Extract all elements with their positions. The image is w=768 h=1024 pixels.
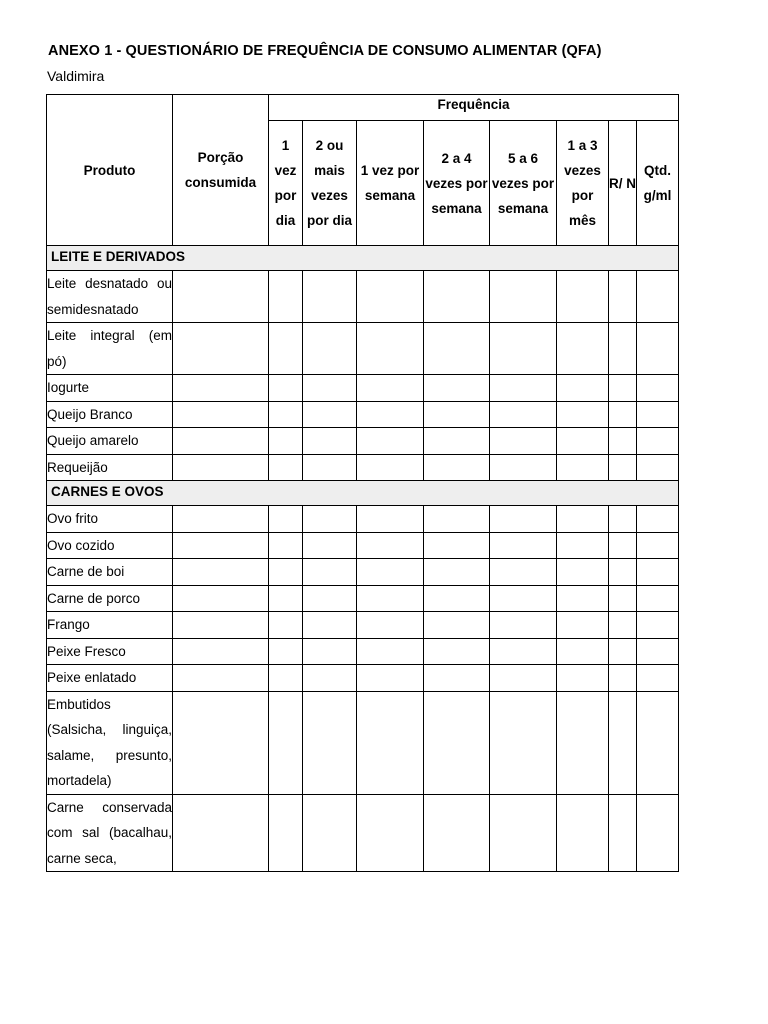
frequency-input-cell[interactable] bbox=[269, 454, 303, 481]
table-row bbox=[47, 612, 679, 639]
frequency-input-cell[interactable] bbox=[557, 506, 609, 533]
frequency-input-cell[interactable] bbox=[424, 428, 490, 455]
table-row bbox=[47, 375, 679, 402]
frequency-input-cell[interactable] bbox=[490, 323, 557, 375]
frequency-input-cell[interactable] bbox=[490, 375, 557, 402]
frequency-input-cell[interactable] bbox=[490, 638, 557, 665]
frequency-input-cell[interactable] bbox=[609, 323, 637, 375]
frequency-input-cell[interactable] bbox=[424, 401, 490, 428]
freq-col-header: R/ N bbox=[609, 121, 637, 246]
frequency-input-cell[interactable] bbox=[424, 532, 490, 559]
frequency-input-cell[interactable] bbox=[424, 585, 490, 612]
col-header-produto: Produto bbox=[47, 95, 173, 246]
frequency-input-cell[interactable] bbox=[357, 612, 424, 639]
product-cell: Ovo frito bbox=[47, 506, 173, 533]
freq-col-header: 5 a 6 vezes por semana bbox=[490, 121, 557, 246]
frequency-input-cell[interactable] bbox=[637, 401, 679, 428]
product-cell: Embutidos (Salsicha, linguiça, salame, presunto, mortadela) bbox=[47, 691, 173, 794]
portion-input-cell[interactable] bbox=[173, 585, 269, 612]
portion-input-cell[interactable] bbox=[173, 638, 269, 665]
product-cell: Iogurte bbox=[47, 375, 173, 402]
frequency-input-cell[interactable] bbox=[269, 691, 303, 794]
frequency-input-cell[interactable] bbox=[490, 794, 557, 872]
section-row bbox=[47, 246, 679, 271]
table-row bbox=[47, 794, 679, 872]
frequency-input-cell[interactable] bbox=[303, 323, 357, 375]
freq-col-header: Qtd. g/ml bbox=[637, 121, 679, 246]
frequency-input-cell[interactable] bbox=[269, 585, 303, 612]
frequency-input-cell[interactable] bbox=[357, 506, 424, 533]
portion-input-cell[interactable] bbox=[173, 271, 269, 323]
frequency-input-cell[interactable] bbox=[609, 375, 637, 402]
frequency-input-cell[interactable] bbox=[609, 794, 637, 872]
frequency-input-cell[interactable] bbox=[490, 559, 557, 586]
product-cell: Carne de porco bbox=[47, 585, 173, 612]
section-row bbox=[47, 481, 679, 506]
frequency-input-cell[interactable] bbox=[269, 323, 303, 375]
frequency-input-cell[interactable] bbox=[357, 428, 424, 455]
col-header-frequencia: Frequência bbox=[269, 95, 679, 121]
frequency-input-cell[interactable] bbox=[637, 506, 679, 533]
frequency-input-cell[interactable] bbox=[303, 638, 357, 665]
product-cell: Ovo cozido bbox=[47, 532, 173, 559]
frequency-input-cell[interactable] bbox=[557, 401, 609, 428]
frequency-input-cell[interactable] bbox=[637, 532, 679, 559]
portion-input-cell[interactable] bbox=[173, 454, 269, 481]
frequency-input-cell[interactable] bbox=[490, 271, 557, 323]
frequency-input-cell[interactable] bbox=[557, 665, 609, 692]
frequency-input-cell[interactable] bbox=[269, 532, 303, 559]
frequency-input-cell[interactable] bbox=[269, 794, 303, 872]
freq-col-header: 1 vez por dia bbox=[269, 121, 303, 246]
frequency-input-cell[interactable] bbox=[303, 691, 357, 794]
freq-col-header: 1 vez por semana bbox=[357, 121, 424, 246]
section-title: LEITE E DERIVADOS bbox=[47, 246, 679, 271]
frequency-input-cell[interactable] bbox=[424, 375, 490, 402]
table-row bbox=[47, 559, 679, 586]
frequency-input-cell[interactable] bbox=[609, 638, 637, 665]
frequency-input-cell[interactable] bbox=[357, 638, 424, 665]
table-row bbox=[47, 323, 679, 375]
frequency-input-cell[interactable] bbox=[557, 638, 609, 665]
table-row bbox=[47, 665, 679, 692]
frequency-input-cell[interactable] bbox=[303, 665, 357, 692]
frequency-input-cell[interactable] bbox=[637, 612, 679, 639]
frequency-input-cell[interactable] bbox=[357, 454, 424, 481]
product-cell: Carne de boi bbox=[47, 559, 173, 586]
portion-input-cell[interactable] bbox=[173, 506, 269, 533]
frequency-input-cell[interactable] bbox=[609, 612, 637, 639]
product-cell: Queijo amarelo bbox=[47, 428, 173, 455]
product-cell: Peixe Fresco bbox=[47, 638, 173, 665]
frequency-input-cell[interactable] bbox=[609, 454, 637, 481]
frequency-input-cell[interactable] bbox=[490, 454, 557, 481]
frequency-input-cell[interactable] bbox=[357, 323, 424, 375]
frequency-input-cell[interactable] bbox=[490, 691, 557, 794]
frequency-input-cell[interactable] bbox=[269, 612, 303, 639]
portion-input-cell[interactable] bbox=[173, 375, 269, 402]
frequency-input-cell[interactable] bbox=[269, 638, 303, 665]
frequency-input-cell[interactable] bbox=[424, 665, 490, 692]
section-title: CARNES E OVOS bbox=[47, 481, 679, 506]
frequency-input-cell[interactable] bbox=[557, 323, 609, 375]
table-row bbox=[47, 532, 679, 559]
frequency-input-cell[interactable] bbox=[557, 375, 609, 402]
frequency-input-cell[interactable] bbox=[424, 559, 490, 586]
frequency-input-cell[interactable] bbox=[303, 794, 357, 872]
product-cell: Queijo Branco bbox=[47, 401, 173, 428]
portion-input-cell[interactable] bbox=[173, 532, 269, 559]
frequency-input-cell[interactable] bbox=[303, 271, 357, 323]
product-cell: Peixe enlatado bbox=[47, 665, 173, 692]
frequency-input-cell[interactable] bbox=[357, 375, 424, 402]
table-row bbox=[47, 585, 679, 612]
frequency-input-cell[interactable] bbox=[490, 612, 557, 639]
frequency-input-cell[interactable] bbox=[303, 428, 357, 455]
frequency-input-cell[interactable] bbox=[609, 401, 637, 428]
frequency-input-cell[interactable] bbox=[637, 559, 679, 586]
frequency-input-cell[interactable] bbox=[269, 506, 303, 533]
frequency-input-cell[interactable] bbox=[637, 794, 679, 872]
portion-input-cell[interactable] bbox=[173, 559, 269, 586]
frequency-input-cell[interactable] bbox=[490, 401, 557, 428]
frequency-input-cell[interactable] bbox=[637, 428, 679, 455]
frequency-input-cell[interactable] bbox=[357, 794, 424, 872]
frequency-input-cell[interactable] bbox=[357, 532, 424, 559]
frequency-input-cell[interactable] bbox=[424, 612, 490, 639]
frequency-input-cell[interactable] bbox=[557, 612, 609, 639]
frequency-input-cell[interactable] bbox=[609, 665, 637, 692]
freq-col-header: 2 ou mais vezes por dia bbox=[303, 121, 357, 246]
frequency-input-cell[interactable] bbox=[637, 454, 679, 481]
frequency-input-cell[interactable] bbox=[490, 428, 557, 455]
frequency-input-cell[interactable] bbox=[557, 794, 609, 872]
frequency-input-cell[interactable] bbox=[269, 401, 303, 428]
frequency-input-cell[interactable] bbox=[357, 401, 424, 428]
frequency-input-cell[interactable] bbox=[357, 271, 424, 323]
document-title: ANEXO 1 - QUESTIONÁRIO DE FREQUÊNCIA DE CONSUMO ALIMENTAR (QFA) bbox=[48, 43, 602, 59]
frequency-input-cell[interactable] bbox=[609, 506, 637, 533]
portion-input-cell[interactable] bbox=[173, 794, 269, 872]
freq-col-header: 2 a 4 vezes por semana bbox=[424, 121, 490, 246]
table-row bbox=[47, 691, 679, 794]
food-frequency-table bbox=[46, 94, 679, 872]
col-header-porcao: Porção consumida bbox=[173, 95, 269, 246]
author-name: Valdimira bbox=[47, 68, 105, 84]
frequency-input-cell[interactable] bbox=[269, 375, 303, 402]
frequency-input-cell[interactable] bbox=[557, 532, 609, 559]
frequency-input-cell[interactable] bbox=[303, 375, 357, 402]
frequency-input-cell[interactable] bbox=[490, 585, 557, 612]
frequency-input-cell[interactable] bbox=[424, 271, 490, 323]
product-cell: Requeijão bbox=[47, 454, 173, 481]
frequency-input-cell[interactable] bbox=[637, 665, 679, 692]
table-row bbox=[47, 506, 679, 533]
freq-col-header: 1 a 3 vezes por mês bbox=[557, 121, 609, 246]
frequency-input-cell[interactable] bbox=[557, 559, 609, 586]
frequency-input-cell[interactable] bbox=[557, 428, 609, 455]
frequency-input-cell[interactable] bbox=[609, 271, 637, 323]
product-cell: Leite desnatado ou semidesnatado bbox=[47, 271, 173, 323]
frequency-input-cell[interactable] bbox=[269, 665, 303, 692]
frequency-input-cell[interactable] bbox=[609, 585, 637, 612]
frequency-input-cell[interactable] bbox=[303, 559, 357, 586]
frequency-input-cell[interactable] bbox=[269, 559, 303, 586]
frequency-input-cell[interactable] bbox=[609, 532, 637, 559]
frequency-input-cell[interactable] bbox=[557, 271, 609, 323]
frequency-input-cell[interactable] bbox=[557, 454, 609, 481]
frequency-input-cell[interactable] bbox=[357, 665, 424, 692]
frequency-input-cell[interactable] bbox=[357, 585, 424, 612]
frequency-input-cell[interactable] bbox=[609, 428, 637, 455]
frequency-input-cell[interactable] bbox=[609, 559, 637, 586]
frequency-input-cell[interactable] bbox=[269, 271, 303, 323]
frequency-input-cell[interactable] bbox=[490, 665, 557, 692]
frequency-input-cell[interactable] bbox=[490, 532, 557, 559]
frequency-input-cell[interactable] bbox=[303, 401, 357, 428]
frequency-input-cell[interactable] bbox=[303, 454, 357, 481]
frequency-input-cell[interactable] bbox=[357, 559, 424, 586]
frequency-input-cell[interactable] bbox=[303, 612, 357, 639]
frequency-input-cell[interactable] bbox=[424, 506, 490, 533]
frequency-input-cell[interactable] bbox=[424, 323, 490, 375]
table-row bbox=[47, 428, 679, 455]
table-row bbox=[47, 271, 679, 323]
frequency-input-cell[interactable] bbox=[424, 454, 490, 481]
frequency-input-cell[interactable] bbox=[637, 691, 679, 794]
frequency-input-cell[interactable] bbox=[303, 506, 357, 533]
portion-input-cell[interactable] bbox=[173, 401, 269, 428]
table-row bbox=[47, 401, 679, 428]
frequency-input-cell[interactable] bbox=[637, 323, 679, 375]
frequency-input-cell[interactable] bbox=[637, 585, 679, 612]
product-cell: Leite integral (em pó) bbox=[47, 323, 173, 375]
frequency-input-cell[interactable] bbox=[637, 271, 679, 323]
table-row bbox=[47, 638, 679, 665]
frequency-input-cell[interactable] bbox=[637, 375, 679, 402]
portion-input-cell[interactable] bbox=[173, 691, 269, 794]
product-cell: Frango bbox=[47, 612, 173, 639]
frequency-input-cell[interactable] bbox=[424, 691, 490, 794]
frequency-input-cell[interactable] bbox=[557, 585, 609, 612]
frequency-input-cell[interactable] bbox=[303, 532, 357, 559]
portion-input-cell[interactable] bbox=[173, 612, 269, 639]
product-cell: Carne conservada com sal (bacalhau, carne seca, bbox=[47, 794, 173, 872]
frequency-input-cell[interactable] bbox=[357, 691, 424, 794]
portion-input-cell[interactable] bbox=[173, 428, 269, 455]
frequency-input-cell[interactable] bbox=[490, 506, 557, 533]
frequency-input-cell[interactable] bbox=[637, 638, 679, 665]
frequency-input-cell[interactable] bbox=[424, 794, 490, 872]
portion-input-cell[interactable] bbox=[173, 323, 269, 375]
table-row bbox=[47, 454, 679, 481]
frequency-input-cell[interactable] bbox=[557, 691, 609, 794]
frequency-input-cell[interactable] bbox=[269, 428, 303, 455]
portion-input-cell[interactable] bbox=[173, 665, 269, 692]
frequency-input-cell[interactable] bbox=[303, 585, 357, 612]
frequency-input-cell[interactable] bbox=[609, 691, 637, 794]
frequency-input-cell[interactable] bbox=[424, 638, 490, 665]
